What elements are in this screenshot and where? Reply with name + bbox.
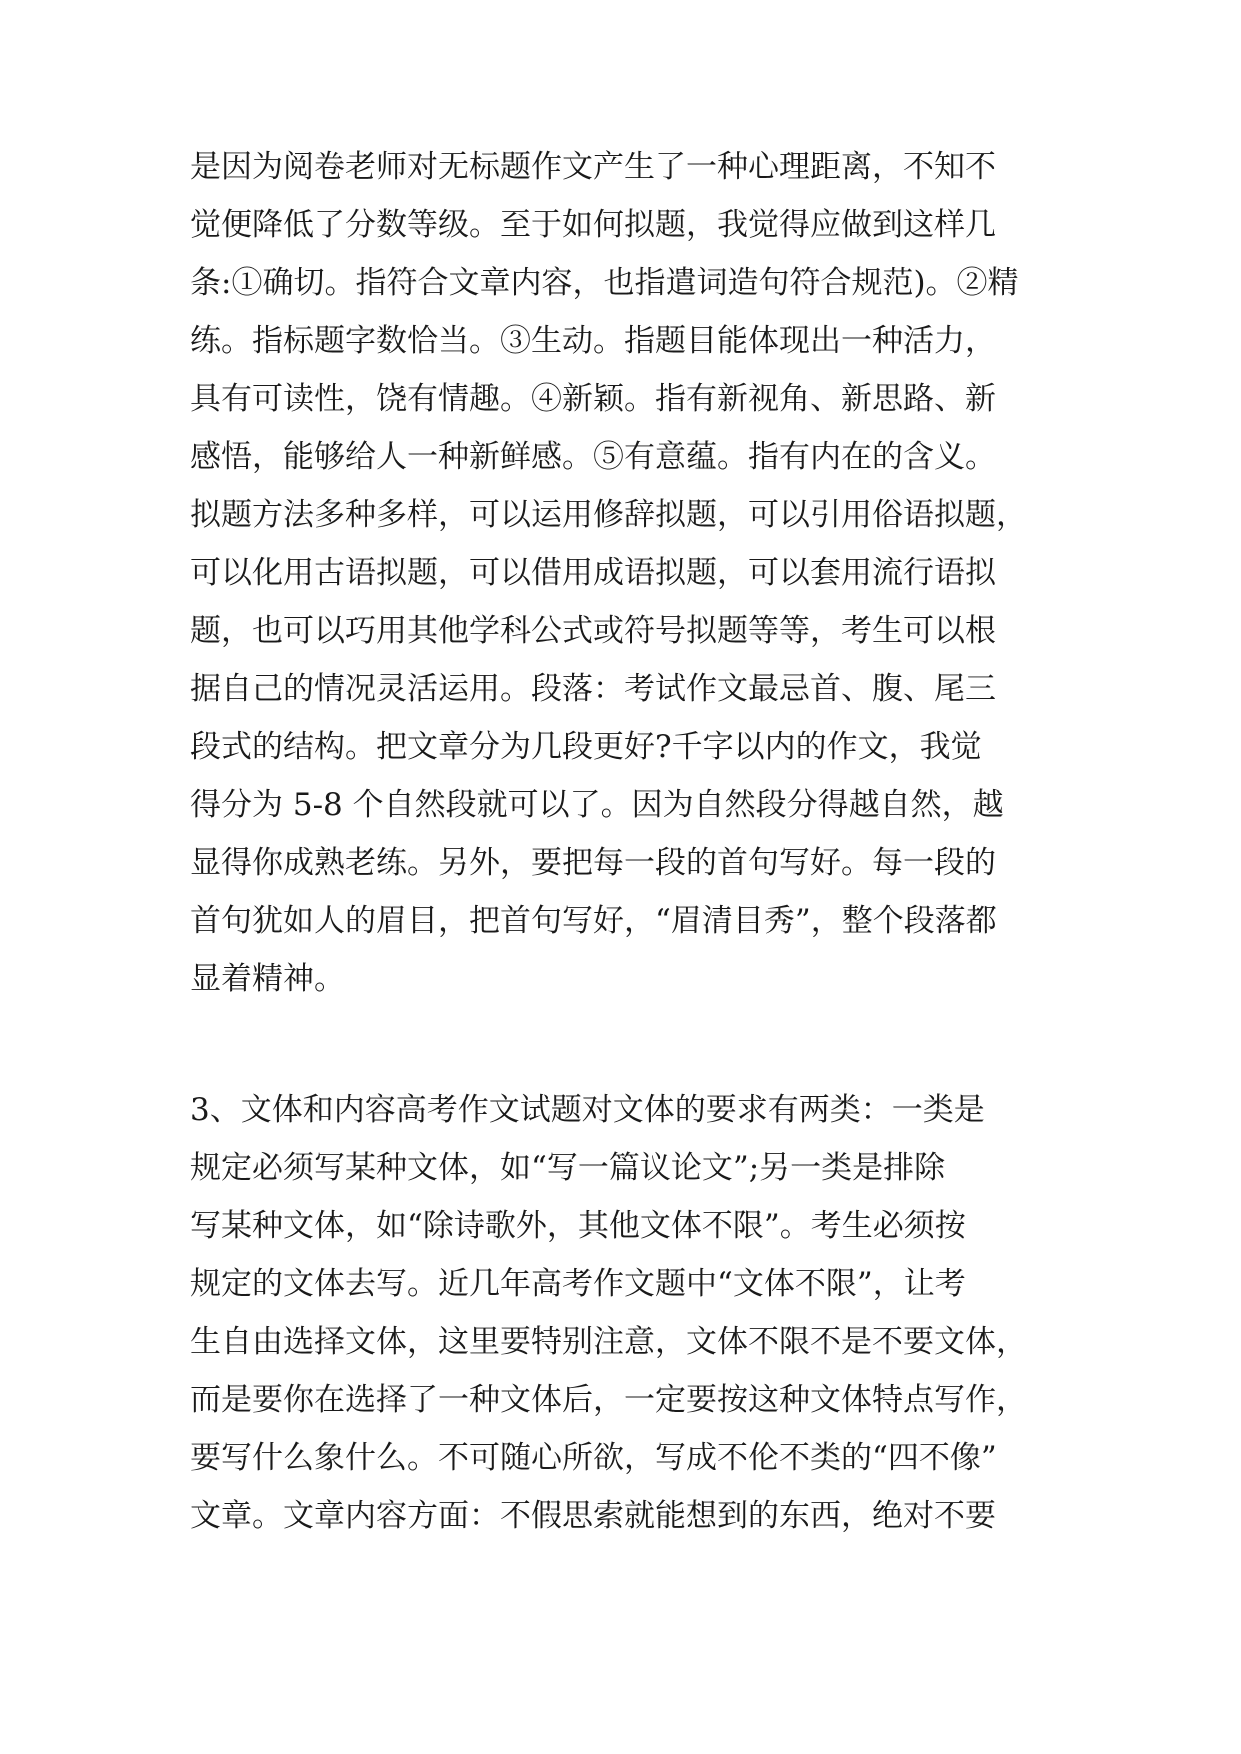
text-line: 段式的结构。把文章分为几段更好?千字以内的作文，我觉 xyxy=(190,729,982,765)
text-line: 规定必须写某种文体，如“写一篇议论文”;另一类是排除 xyxy=(190,1150,946,1186)
text-line: 显得你成熟老练。另外，要把每一段的首句写好。每一段的 xyxy=(190,845,996,881)
text-line: 可以化用古语拟题，可以借用成语拟题，可以套用流行语拟 xyxy=(190,555,996,591)
text-line: 规定的文体去写。近几年高考作文题中“文体不限”，让考 xyxy=(190,1266,966,1302)
text-line: 得分为 5-8 个自然段就可以了。因为自然段分得越自然，越 xyxy=(190,787,1004,823)
text-line: 题，也可以巧用其他学科公式或符号拟题等等，考生可以根 xyxy=(190,613,996,649)
text-line: 写某种文体，如“除诗歌外，其他文体不限”。考生必须按 xyxy=(190,1208,966,1244)
text-line: 练。指标题字数恰当。③生动。指题目能体现出一种活力， xyxy=(190,323,996,359)
text-line: 是因为阅卷老师对无标题作文产生了一种心理距离，不知不 xyxy=(190,149,996,185)
text-line: 首句犹如人的眉目，把首句写好，“眉清目秀”，整个段落都 xyxy=(190,903,997,939)
text-line: 条:①确切。指符合文章内容，也指遣词造句符合规范)。②精 xyxy=(190,265,1019,301)
text-line: 3、文体和内容高考作文试题对文体的要求有两类：一类是 xyxy=(190,1092,985,1128)
text-line: 显着精神。 xyxy=(190,961,345,997)
text-line: 具有可读性，饶有情趣。④新颖。指有新视角、新思路、新 xyxy=(190,381,996,417)
text-line: 据自己的情况灵活运用。段落：考试作文最忌首、腹、尾三 xyxy=(190,671,996,707)
text-line: 而是要你在选择了一种文体后，一定要按这种文体特点写作， xyxy=(190,1382,1027,1418)
text-line: 觉便降低了分数等级。至于如何拟题，我觉得应做到这样几 xyxy=(190,207,996,243)
text-line: 生自由选择文体，这里要特别注意，文体不限不是不要文体， xyxy=(190,1324,1027,1360)
text-line: 拟题方法多种多样，可以运用修辞拟题，可以引用俗语拟题， xyxy=(190,497,1027,533)
text-line: 文章。文章内容方面：不假思索就能想到的东西，绝对不要 xyxy=(190,1498,996,1534)
text-line: 感悟，能够给人一种新鲜感。⑤有意蕴。指有内在的含义。 xyxy=(190,439,996,475)
text-line: 要写什么象什么。不可随心所欲，写成不伦不类的“四不像” xyxy=(190,1440,997,1476)
